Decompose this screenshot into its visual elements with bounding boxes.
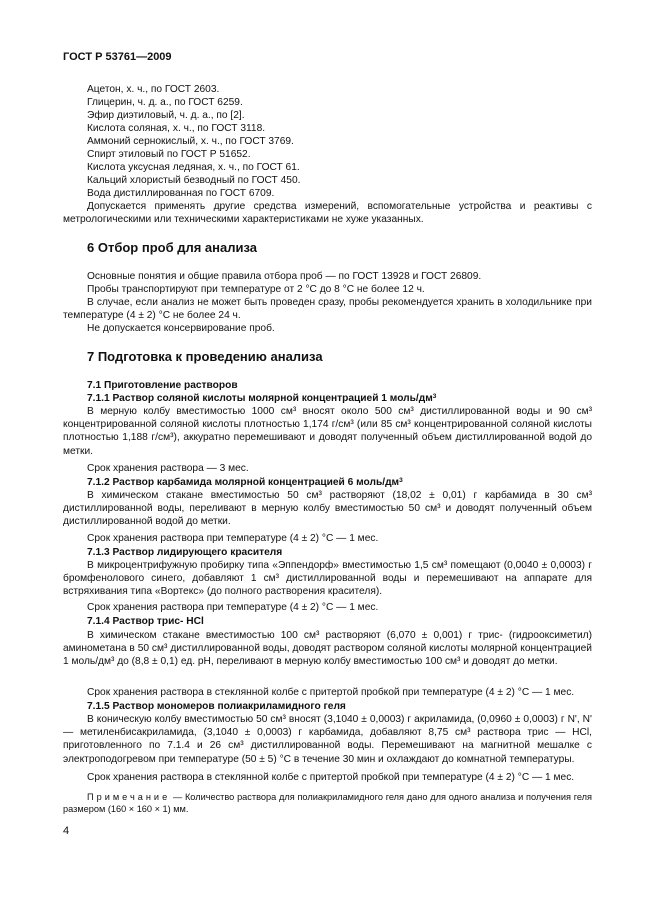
- permit-paragraph: Допускается применять другие средства измерений, вспомогательные устройства и реактивы с метрологическими или техническими характеристиками не хуже указанных.: [63, 201, 592, 226]
- note-text: — Количество раствора для полиакриламидного геля дано для одного анализа и получения геля размером (160 × 160 × 1) мм.: [63, 792, 592, 814]
- storage-note: Срок хранения раствора при температуре (4 ± 2) °С — 1 мес.: [87, 602, 379, 613]
- document-header: ГОСТ Р 53761—2009: [63, 51, 172, 63]
- storage-note: Срок хранения раствора — 3 мес.: [87, 463, 249, 474]
- storage-note: Срок хранения раствора в стеклянной колбе с притертой пробкой при температуре (4 ± 2) °С — 1 мес.: [87, 687, 575, 698]
- reagent-line: Кислота соляная, х. ч., по ГОСТ 3118.: [87, 123, 266, 134]
- paragraph-7-1-5: В коническую колбу вместимостью 50 см³ вносят (3,1040 ± 0,0003) г акриламида, (0,0960 ± 0,0003) г N', N' — метиленбисакриламида, (3,1040 ± 0,0003) г карбамида, добавляют 8,75 см³ раствора трис — HCl, приготовленного по 7.1.4 и 26 см³ дистиллированной воды. Перемешивают на магнитной мешалке с электроподогревом при температуре (50 ± 5) °С в течение 30 мин и охлаждают до комнатной температуры.: [63, 714, 592, 765]
- subsection-7-1-4-title: 7.1.4 Раствор трис- HCl: [87, 616, 204, 627]
- paragraph-7-1-1: В мерную колбу вместимостью 1000 см³ вносят около 500 см³ дистиллированной воды и 90 см³ концентрированной соляной кислоты плотностью 1,174 г/см³ (или 85 см³ концентрированной соляной кислоты плотностью 1,188 г/см³), аккуратно перемешивают и доводят полученный объем дистиллированной водой до метки.: [63, 406, 592, 457]
- reagent-line: Эфир диэтиловый, ч. д. а., по [2].: [87, 110, 245, 121]
- paragraph-7-1-3: В микроцентрифужную пробирку типа «Эппендорф» вместимостью 1,5 см³ помещают (0,0040 ± 0,0003) г бромфенолового синего, добавляют 1 см³ дистиллированной воды и перемешивают на аппарате для встряхивания типа «Вортекс» (до полного растворения красителя).: [63, 560, 592, 598]
- note-label: Примечание: [87, 792, 171, 802]
- paragraph-7-1-4: В химическом стакане вместимостью 100 см³ растворяют (6,070 ± 0,001) г трис- (гидрооксиметил) аминометана в 50 см³ дистиллированной воды, доводят раствором соляной кислоты молярной концентрацией 1 моль/дм³ до (8,8 ± 0,1) ед. рН, переливают в мерную колбу вместимостью 100 см³ и доводят до метки.: [63, 630, 592, 668]
- subsection-7-1-2-title: 7.1.2 Раствор карбамида молярной концентрацией 6 моль/$дм^3$: [87, 477, 403, 488]
- storage-note: Срок хранения раствора при температуре (4 ± 2) °С — 1 мес.: [87, 533, 379, 544]
- subsection-7-1-1-title: 7.1.1 Раствор соляной кислоты молярной концентрацией 1 моль/$дм^3$: [87, 393, 437, 404]
- reagent-line: Ацетон, х. ч., по ГОСТ 2603.: [87, 84, 220, 95]
- reagent-line: Кислота уксусная ледяная, х. ч., по ГОСТ 61.: [87, 162, 300, 173]
- section-6-paragraph: Основные понятия и общие правила отбора проб — по ГОСТ 13928 и ГОСТ 26809.: [87, 271, 482, 282]
- reagent-line: Спирт этиловый по ГОСТ Р 51652.: [87, 149, 251, 160]
- reagent-line: Глицерин, ч. д. а., по ГОСТ 6259.: [87, 97, 243, 108]
- reagent-line: Кальций хлористый безводный по ГОСТ 450.: [87, 175, 301, 186]
- footnote: [63, 791, 592, 815]
- storage-note: Срок хранения раствора в стеклянной колбе с притертой пробкой при температуре (4 ± 2) °С — 1 мес.: [87, 772, 575, 783]
- subsection-7-1-title: 7.1 Приготовление растворов: [87, 380, 238, 391]
- section-7-title: 7 Подготовка к проведению анализа: [87, 349, 323, 364]
- section-6-paragraph: Не допускается консервирование проб.: [87, 323, 275, 334]
- section-6-paragraph: Пробы транспортируют при температуре от 2 °С до 8 °С не более 12 ч.: [87, 284, 425, 295]
- subsection-7-1-3-title: 7.1.3 Раствор лидирующего красителя: [87, 547, 283, 558]
- section-6-title: 6 Отбор проб для анализа: [87, 240, 258, 255]
- section-6-paragraph: В случае, если анализ не может быть проведен сразу, пробы рекомендуется хранить в холодильнике при температуре (4 ± 2) °С не более 24 ч.: [63, 297, 592, 322]
- page-number: 4: [63, 825, 70, 837]
- reagent-line: Вода дистиллированная по ГОСТ 6709.: [87, 188, 275, 199]
- subsection-7-1-5-title: 7.1.5 Раствор мономеров полиакриламидного геля: [87, 701, 346, 712]
- paragraph-7-1-2: В химическом стакане вместимостью 50 см³ растворяют (18,02 ± 0,01) г карбамида в 30 см³ дистиллированной воды, переливают в мерную колбу вместимостью 50 см³ и доводят полученный объем дистиллированной водой до метки.: [63, 490, 592, 528]
- reagent-line: Аммоний сернокислый, х. ч., по ГОСТ 3769.: [87, 136, 294, 147]
